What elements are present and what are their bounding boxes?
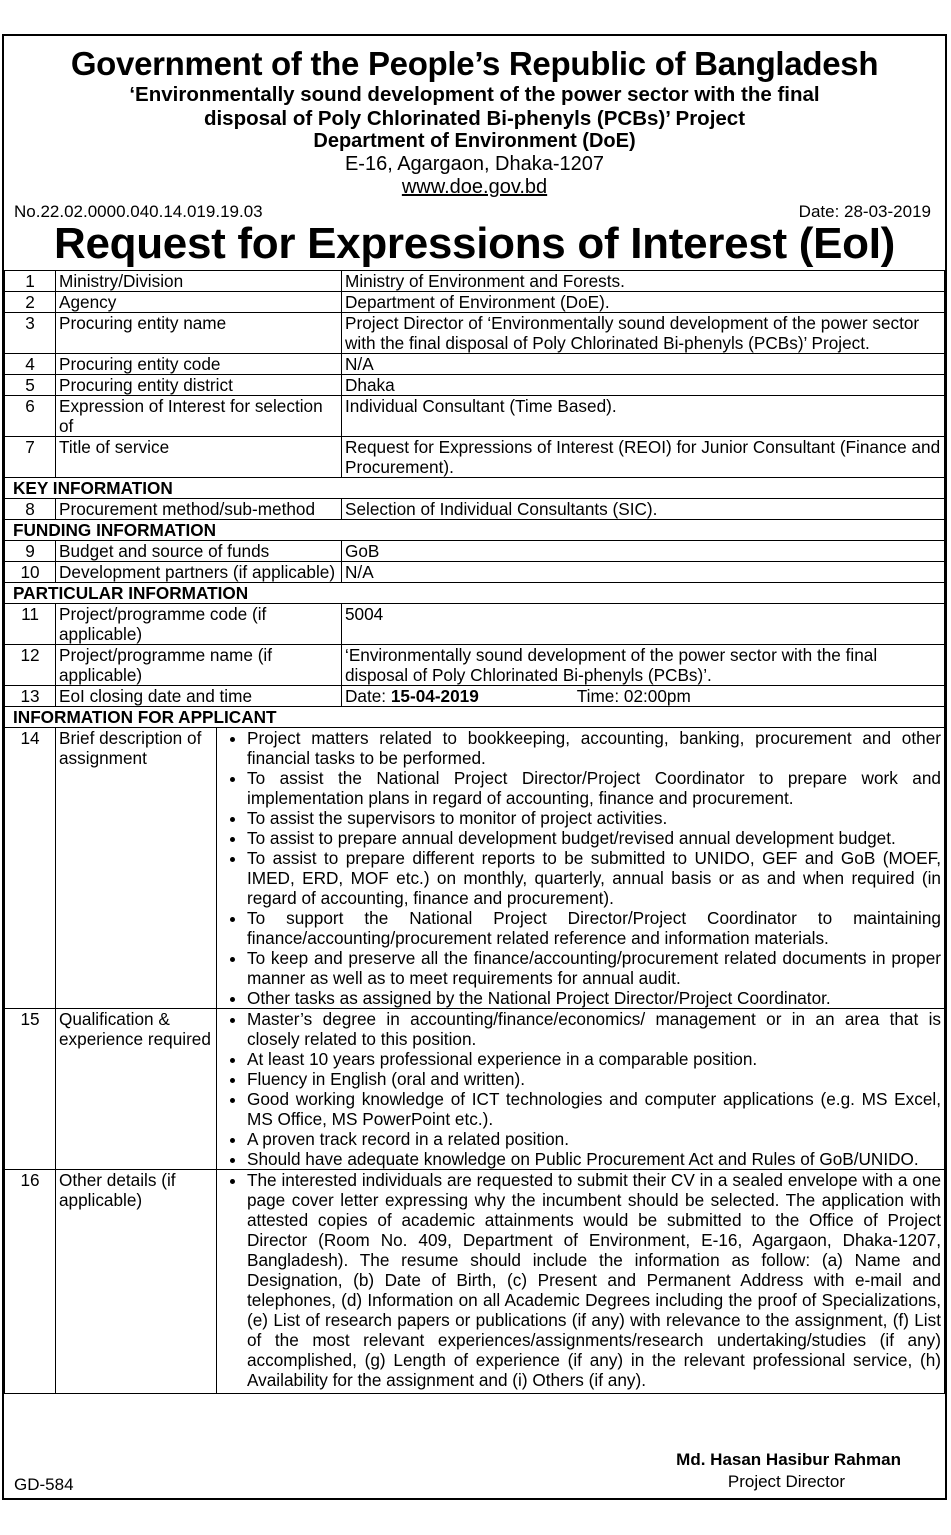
section-heading-row (5, 520, 945, 541)
row-value: Department of Environment (DoE). (342, 292, 945, 313)
row-number: 16 (5, 1170, 56, 1394)
page-title: Request for Expressions of Interest (EoI) (54, 219, 895, 269)
signatory-title: Project Director (727, 1472, 845, 1491)
row-label: Agency (56, 292, 342, 313)
section-heading: INFORMATION FOR APPLICANT (5, 707, 945, 728)
bullet-list (220, 1009, 941, 1169)
section-heading: FUNDING INFORMATION (5, 520, 945, 541)
row-value: Individual Consultant (Time Based). (342, 396, 945, 437)
bullet-item: • To support the National Project Director/Project Coordinator to maintaining finance/accounting/procurement related reference and information materials. (247, 908, 941, 948)
row-number: 6 (5, 396, 56, 437)
row-number: 4 (5, 354, 56, 375)
row-label: Project/programme name (if applicable) (56, 645, 342, 686)
bullet-item: • A proven track record in a related position. (247, 1129, 941, 1149)
bullet-list (220, 728, 941, 1008)
bullet-item: • Project matters related to bookkeeping, accounting, banking, procurement and other financial tasks to be performed. (247, 728, 941, 768)
row-value: N/A (342, 354, 945, 375)
row-number: 5 (5, 375, 56, 396)
row-label: Brief description of assignment (56, 728, 217, 1009)
section-heading-row (5, 707, 945, 728)
table-row (5, 645, 945, 686)
advertisement-page (2, 34, 947, 1500)
bullet-list-cell (217, 1009, 945, 1170)
row-value: Dhaka (342, 375, 945, 396)
letterhead (4, 45, 945, 199)
row-label: Procuring entity code (56, 354, 342, 375)
website-link[interactable]: www.doe.gov.bd (401, 176, 548, 199)
closing-date: 15-04-2019 (390, 686, 479, 707)
table-row (5, 686, 945, 707)
row-label: Procuring entity name (56, 313, 342, 354)
bullet-item: • Good working knowledge of ICT technologies and computer applications (e.g. MS Excel, MS Office, MS PowerPoint etc.). (247, 1089, 941, 1129)
bullet-item: • To assist to prepare annual development budget/revised annual development budget. (247, 828, 941, 848)
bullet-item: • Other tasks as assigned by the National Project Director/Project Coordinator. (247, 988, 941, 1008)
row-value: Selection of Individual Consultants (SIC). (342, 499, 945, 520)
table-row (5, 541, 945, 562)
table-row (5, 396, 945, 437)
eoi-table (4, 270, 945, 1394)
row-label: Development partners (if applicable) (56, 562, 342, 583)
row-number: 1 (5, 271, 56, 292)
table-row (5, 728, 945, 1009)
table-row (5, 271, 945, 292)
row-number: 9 (5, 541, 56, 562)
table-row (5, 604, 945, 645)
bullet-item: • Fluency in English (oral and written). (247, 1069, 941, 1089)
table-row (5, 437, 945, 478)
row-number: 12 (5, 645, 56, 686)
eoi-table-body (5, 271, 945, 1394)
row-number: 2 (5, 292, 56, 313)
row-value: N/A (342, 562, 945, 583)
table-row (5, 562, 945, 583)
row-value: Ministry of Environment and Forests. (342, 271, 945, 292)
row-label: Budget and source of funds (56, 541, 342, 562)
table-row (5, 354, 945, 375)
bullet-item: • To assist the National Project Director/Project Coordinator to prepare work and implementation plans in regard of accounting, finance and procurement. (247, 768, 941, 808)
row-value: Request for Expressions of Interest (REOI) for Junior Consultant (Finance and Procurement). (342, 437, 945, 478)
department-name: Department of Environment (DoE) (313, 130, 636, 153)
reference-line (4, 199, 945, 223)
section-heading-row (5, 478, 945, 499)
row-number: 10 (5, 562, 56, 583)
row-label: Title of service (56, 437, 342, 478)
department-address: E-16, Agargaon, Dhaka-1207 (344, 153, 605, 176)
bullet-item: • Master’s degree in accounting/finance/economics/ management or in an area that is closely related to this position. (247, 1009, 941, 1049)
section-heading: PARTICULAR INFORMATION (5, 583, 945, 604)
row-label: Ministry/Division (56, 271, 342, 292)
bullet-list (220, 1170, 941, 1390)
table-row (5, 292, 945, 313)
bullet-item: • At least 10 years professional experience in a comparable position. (247, 1049, 941, 1069)
row-number: 3 (5, 313, 56, 354)
row-label: Project/programme code (if applicable) (56, 604, 342, 645)
row-label: Other details (if applicable) (56, 1170, 217, 1394)
table-row (5, 1009, 945, 1170)
row-label: Qualification & experience required (56, 1009, 217, 1170)
table-row (5, 313, 945, 354)
project-name-line2: disposal of Poly Chlorinated Bi-phenyls (PCBs)’ Project (203, 106, 746, 130)
reference-date: Date: 28-03-2019 (798, 202, 931, 222)
bullet-list-cell (217, 1170, 945, 1394)
row-label: Expression of Interest for selection of (56, 396, 342, 437)
row-label: Procuring entity district (56, 375, 342, 396)
project-name-line1: ‘Environmentally sound development of the power sector with the final (129, 82, 820, 106)
bullet-item: • The interested individuals are requested to submit their CV in a sealed envelope with a one page cover letter expressing why the incumbent should be selected. The application with attested copies of academic attainments would be submitted to the Office of Project Director (Room No. 409, Department of Environment, E-16, Agargaon, Dhaka-1207, Bangladesh). The resume should include the information as follow: (a) Name and Designation, (b) Date of Birth, (c) Present and Permanent Address with e-mail and telephones, (d) Information on all Academic Degrees including the proof of Specializations, (e) List of research papers or publications (if any) with relevance to the assignment, (f) List of the most relevant experiences/assignments/research undertaking/studies (if any) accomplished, (g) Length of experience (if any) in the relevant professional service, (h) Availability for the assignment and (i) Others (if any). (247, 1170, 941, 1390)
row-label: EoI closing date and time (56, 686, 342, 707)
row-value: 5004 (342, 604, 945, 645)
row-value: ‘Environmentally sound development of the power sector with the final disposal of Poly Chlorinated Bi-phenyls (PCBs)’. (342, 645, 945, 686)
row-number: 11 (5, 604, 56, 645)
row-number: 8 (5, 499, 56, 520)
row-number: 14 (5, 728, 56, 1009)
reference-number: No.22.02.0000.040.14.019.19.03 (14, 202, 263, 222)
table-row (5, 499, 945, 520)
bullet-item: • Should have adequate knowledge on Public Procurement Act and Rules of GoB/UNIDO. (247, 1149, 941, 1169)
signatory-name: Md. Hasan Hasibur Rahman (676, 1450, 901, 1469)
government-title: Government of the People’s Republic of Bangladesh (70, 45, 879, 82)
closing-time: Time: 02:00pm (576, 686, 691, 707)
row-value: GoB (342, 541, 945, 562)
row-number: 15 (5, 1009, 56, 1170)
section-heading-row (5, 583, 945, 604)
bullet-item: • To assist the supervisors to monitor of project activities. (247, 808, 941, 828)
bullet-item: • To assist to prepare different reports to be submitted to UNIDO, GEF and GoB (MOEF, IMED, ERD, MOF etc.) on monthly, quarterly, annual basis or as and when required (in regard of accounting, finance and procurement). (247, 848, 941, 908)
row-number: 13 (5, 686, 56, 707)
row-number: 7 (5, 437, 56, 478)
section-heading: KEY INFORMATION (5, 478, 945, 499)
row-value (342, 686, 945, 707)
footer (4, 1442, 945, 1498)
closing-date-prefix: Date: (345, 686, 391, 707)
bullet-list-cell (217, 728, 945, 1009)
table-row (5, 1170, 945, 1394)
row-value: Project Director of ‘Environmentally sound development of the power sector with the final disposal of Poly Chlorinated Bi-phenyls (PCBs)’ Project. (342, 313, 945, 354)
table-row (5, 375, 945, 396)
row-label: Procurement method/sub-method (56, 499, 342, 520)
ad-code: GD-584 (14, 1475, 74, 1494)
bullet-item: • To keep and preserve all the finance/accounting/procurement related documents in proper manner as well as to meet requirements for annual audit. (247, 948, 941, 988)
